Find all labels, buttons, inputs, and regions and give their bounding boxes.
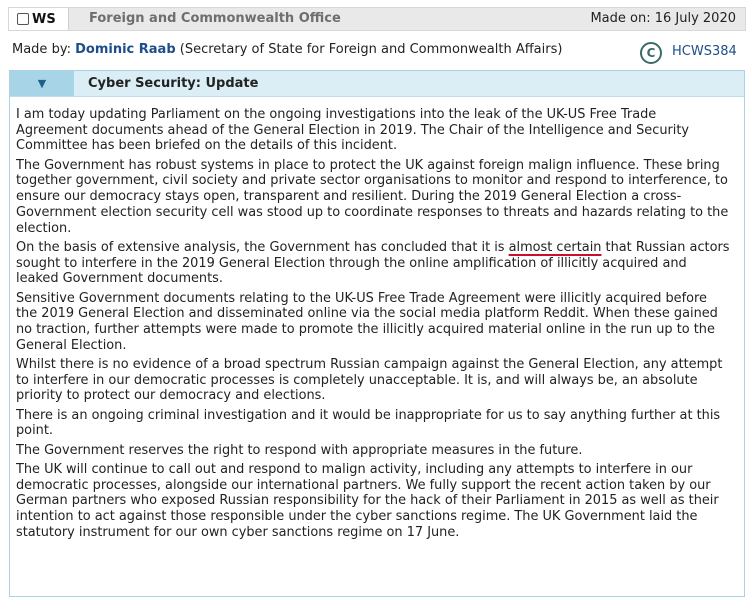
made-on-date: Made on: 16 July 2020: [590, 11, 736, 26]
section-title: Cyber Security: Update: [88, 76, 259, 91]
ws-type-box: [9, 8, 69, 30]
paragraph-2: The Government has robust systems in place to protect the UK against foreign malign influence. These bring together government, civil society and private sector organisations to monitor and respond to interference, to ensure our democracy stays open, transparent and resilient. During the 2019 General Election a cross-Government election security cell was stood up to coordinate responses to threats and hazards relating to the election.: [16, 157, 729, 236]
ws-label: WS: [32, 11, 56, 27]
statement-reference: HCWS384: [672, 44, 737, 59]
made-by-prefix: Made by:: [12, 42, 71, 57]
copyright-icon: [640, 42, 662, 64]
statement-body-panel: [9, 70, 745, 597]
minister-name-link[interactable]: Dominic Raab: [75, 42, 176, 57]
paragraph-1: I am today updating Parliament on the ongoing investigations into the leak of the UK-US Free Trade Agreement documents ahead of the General Election in 2019. The Chair of the Intelligence and Security Committee has been briefed on the details of this incident.: [16, 107, 690, 154]
paragraph-3-start: On the basis of extensive analysis, the Government has concluded that it is: [16, 239, 509, 255]
paragraph-5: Whilst there is no evidence of a broad spectrum Russian campaign against the General Election, any attempt to interfere in our democratic processes is completely unacceptable. It is, and will always be, an absolute priority to protect our democracy and elections.: [16, 356, 723, 404]
paragraph-7: The Government reserves the right to respond with appropriate measures in the future.: [16, 442, 583, 458]
made-by-row: [12, 42, 562, 57]
statement-text: [16, 107, 731, 544]
minister-role: (Secretary of State for Foreign and Commonwealth Affairs): [179, 42, 563, 57]
checkbox-icon[interactable]: [17, 13, 29, 25]
paragraph-4: Sensitive Government documents relating to the UK-US Free Trade Agreement were illicitly acquired before the 2019 General Election and disseminated online via the social media platform Reddit. When these gained no traction, further attempts were made to promote the illicitly acquired material online in the run up to the General Election.: [16, 290, 718, 353]
section-header: [10, 71, 744, 97]
paragraph-6: There is an ongoing criminal investigation and it would be inappropriate for us to say anything further at this point.: [16, 407, 721, 439]
paragraph-3: [16, 240, 731, 287]
statement-header: [8, 7, 746, 31]
paragraph-3-end: that Russian actors sought to interfere in the 2019 General Election through the online amplification of illicitly acquired and leaked Government documents.: [16, 239, 730, 287]
department-name: Foreign and Commonwealth Office: [89, 11, 341, 26]
collapse-toggle-button[interactable]: [10, 71, 74, 96]
triangle-down-icon: ▼: [37, 77, 47, 90]
highlighted-phrase: almost certain: [508, 239, 602, 255]
copyright-symbol: C: [646, 46, 656, 60]
paragraph-8: The UK will continue to call out and respond to malign activity, including any attempts to interfere in our democratic processes, alongside our international partners. We fully support the recent action taken by our German partners who exposed Russian responsibility for the hack of their Parliament in 2015 as well as their intention to act against those responsible under the cyber sanctions regime. The UK Government laid the statutory instrument for our own cyber sanctions regime on 17 June.: [16, 461, 719, 540]
